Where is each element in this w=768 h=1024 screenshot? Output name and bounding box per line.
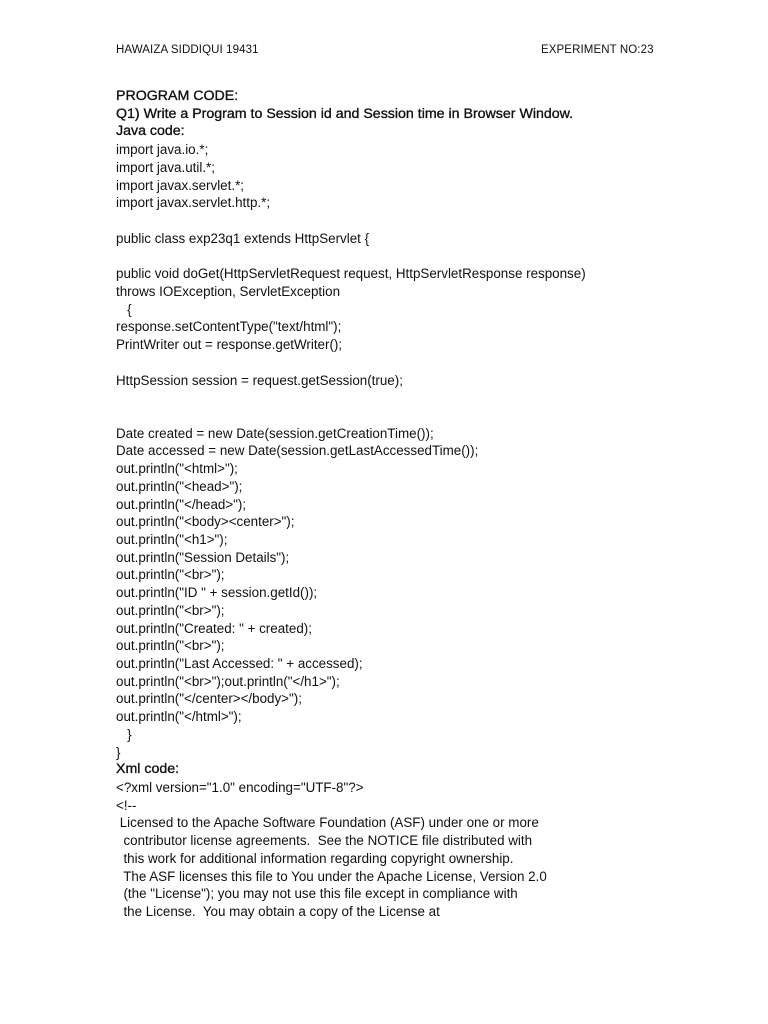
java-code-line: out.println("Last Accessed: " + accessed); [116, 656, 363, 671]
java-code-line: out.println("<br>"); [116, 567, 225, 583]
java-code-line: out.println("</head>"); [116, 496, 247, 512]
java-code-line [116, 212, 726, 230]
xml-code-line: <!-- [116, 797, 137, 813]
java-code-line: import java.util.*; [116, 159, 215, 175]
java-code-line: out.println("</center></body>"); [116, 691, 302, 707]
java-code-line: } [116, 744, 121, 760]
java-code-line: out.println("</html>"); [116, 709, 242, 725]
java-code-line: import javax.servlet.http.*; [116, 195, 271, 211]
question-text: Q1) Write a Program to Session id and Session time in Browser Window. [116, 105, 574, 122]
java-code-line [116, 407, 726, 425]
java-code-line: import java.io.*; [116, 142, 209, 158]
xml-code-line: contributor license agreements. See the NOTICE file distributed with [116, 833, 533, 849]
xml-code-block [116, 779, 726, 921]
java-code-line: public void doGet(HttpServletRequest request, HttpServletResponse response) [116, 266, 586, 282]
java-code-line: throws IOException, ServletException [116, 283, 341, 299]
java-code-line: out.println("<br>");out.println("</h1>"); [116, 673, 340, 689]
java-code-line: out.println("<head>"); [116, 478, 243, 494]
java-code-line: PrintWriter out = response.getWriter(); [116, 337, 343, 353]
java-code-line: import javax.servlet.*; [116, 177, 244, 193]
java-code-heading: Java code: [116, 123, 185, 140]
java-code-line: Date accessed = new Date(session.getLastAccessedTime()); [116, 443, 479, 459]
java-code-line: Date created = new Date(session.getCreationTime()); [116, 425, 434, 441]
java-code-line: out.println("<body><center>"); [116, 514, 295, 530]
author-header: HAWAIZA SIDDIQUI 19431 [116, 44, 259, 56]
document-body [116, 88, 726, 921]
xml-code-line: <?xml version="1.0" encoding="UTF-8"?> [116, 780, 364, 796]
xml-code-line: this work for additional information regarding copyright ownership. [116, 850, 514, 866]
experiment-number-header: EXPERIMENT NO:23 [541, 44, 654, 56]
xml-code-heading: Xml code: [116, 761, 180, 778]
program-code-heading: PROGRAM CODE: [116, 88, 239, 104]
java-code-line: public class exp23q1 extends HttpServlet { [116, 230, 370, 246]
java-code-line: response.setContentType("text/html"); [116, 319, 342, 335]
java-code-line [116, 354, 726, 372]
java-code-line: out.println("Session Details"); [116, 549, 290, 565]
xml-code-line: the License. You may obtain a copy of the License at [116, 904, 440, 920]
java-code-line: { [116, 301, 132, 317]
java-code-line: out.println("<html>"); [116, 461, 238, 477]
java-code-line: } [116, 726, 132, 742]
java-code-line: out.println("<br>"); [116, 638, 225, 654]
xml-code-line: (the "License"); you may not use this file except in compliance with [116, 886, 518, 902]
java-code-line: HttpSession session = request.getSession(true); [116, 372, 403, 388]
java-code-block [116, 141, 726, 761]
java-code-line [116, 389, 726, 407]
xml-code-line: Licensed to the Apache Software Foundation (ASF) under one or more [116, 815, 539, 831]
java-code-line: out.println("Created: " + created); [116, 620, 312, 636]
java-code-line: out.println("<br>"); [116, 602, 225, 618]
java-code-line: out.println("<h1>"); [116, 531, 228, 547]
java-code-line: out.println("ID " + session.getId()); [116, 585, 318, 601]
xml-code-line: The ASF licenses this file to You under the Apache License, Version 2.0 [116, 868, 547, 884]
java-code-line [116, 247, 726, 265]
